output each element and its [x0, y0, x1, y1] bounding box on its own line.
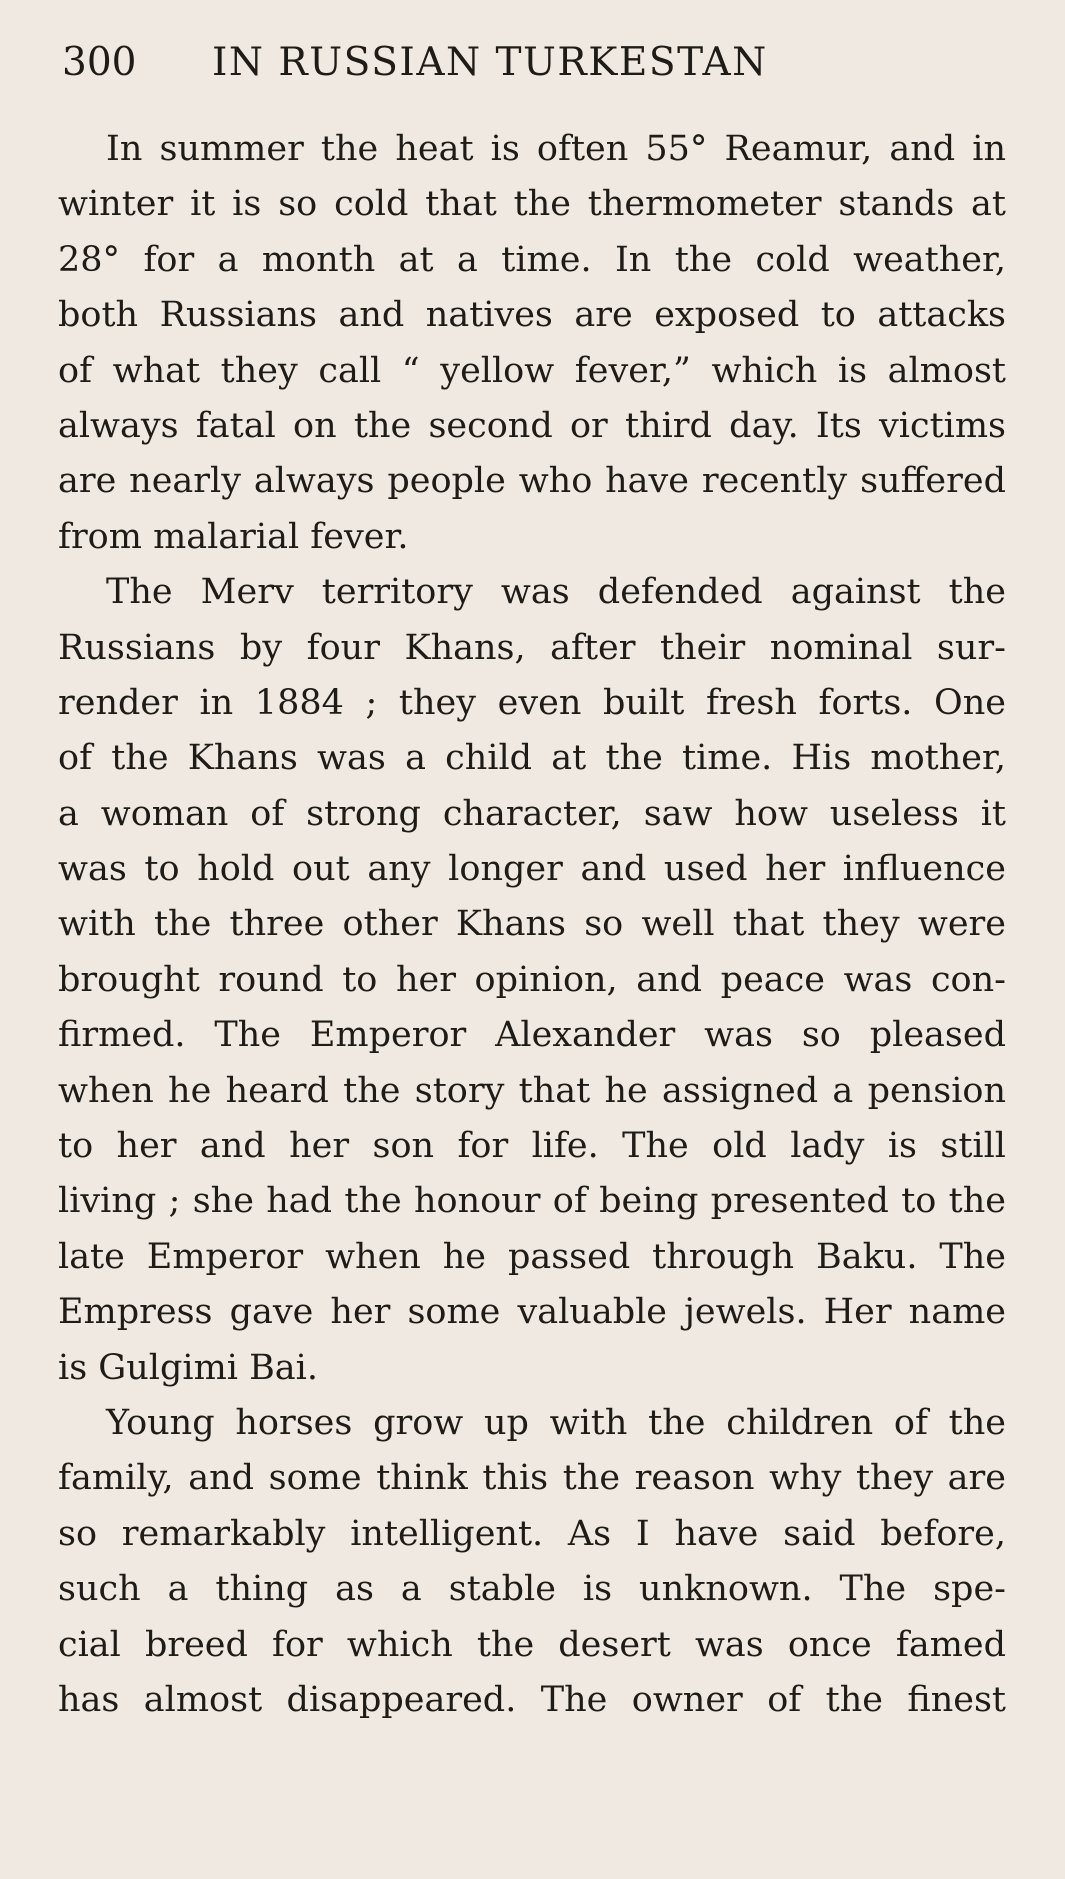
text-line: family, and some think this the reason why they are	[58, 1458, 1006, 1499]
paragraph	[58, 565, 1006, 1396]
running-title: IN RUSSIAN TURKESTAN	[212, 40, 768, 85]
text-line: always fatal on the second or third day. Its victims	[58, 405, 1006, 446]
text-line: such a thing as a stable is unknown. The spe-	[58, 1569, 1006, 1610]
text-line: when he heard the story that he assigned a pension	[58, 1070, 1006, 1111]
running-head	[62, 40, 1002, 100]
text-line: living ; she had the honour of being presented to the	[58, 1181, 1006, 1222]
text-line: has almost disappeared. The owner of the finest	[58, 1679, 1006, 1720]
text-line: cial breed for which the desert was once famed	[58, 1624, 1006, 1665]
text-line: Russians by four Khans, after their nominal sur-	[58, 627, 1006, 668]
text-line: was to hold out any longer and used her influence	[58, 849, 1006, 890]
text-line: Empress gave her some valuable jewels. Her name	[58, 1292, 1006, 1333]
text-line: The Merv territory was defended against the	[106, 572, 1006, 613]
text-line: 28° for a month at a time. In the cold weather,	[58, 239, 1006, 280]
text-line: to her and her son for life. The old lady is still	[58, 1126, 1006, 1167]
text-line: from malarial fever.	[58, 516, 409, 557]
text-line: of what they call “ yellow fever,” which is almost	[58, 350, 1006, 391]
text-line: render in 1884 ; they even built fresh forts. One	[58, 682, 1006, 723]
page-number: 300	[62, 40, 137, 85]
text-line: winter it is so cold that the thermometer stands at	[58, 184, 1006, 225]
text-line: firmed. The Emperor Alexander was so pleased	[58, 1015, 1006, 1056]
text-line: both Russians and natives are exposed to attacks	[58, 295, 1006, 336]
text-line: In summer the heat is often 55° Reamur, and in	[106, 129, 1006, 169]
paragraph	[58, 1396, 1006, 1728]
text-line: of the Khans was a child at the time. His mother,	[58, 738, 1006, 779]
text-line: brought round to her opinion, and peace was con-	[58, 959, 1006, 1000]
text-line: a woman of strong character, saw how useless it	[58, 793, 1006, 834]
text-line: Young horses grow up with the children of the	[106, 1402, 1006, 1443]
paragraph	[58, 122, 1006, 565]
body-text	[58, 122, 1006, 1728]
text-line: are nearly always people who have recently suffered	[58, 461, 1006, 502]
text-line: late Emperor when he passed through Baku. The	[58, 1236, 1006, 1277]
text-line: with the three other Khans so well that they were	[58, 904, 1006, 945]
text-line: so remarkably intelligent. As I have said before,	[58, 1513, 1006, 1554]
text-line: is Gulgimi Bai.	[58, 1347, 318, 1388]
